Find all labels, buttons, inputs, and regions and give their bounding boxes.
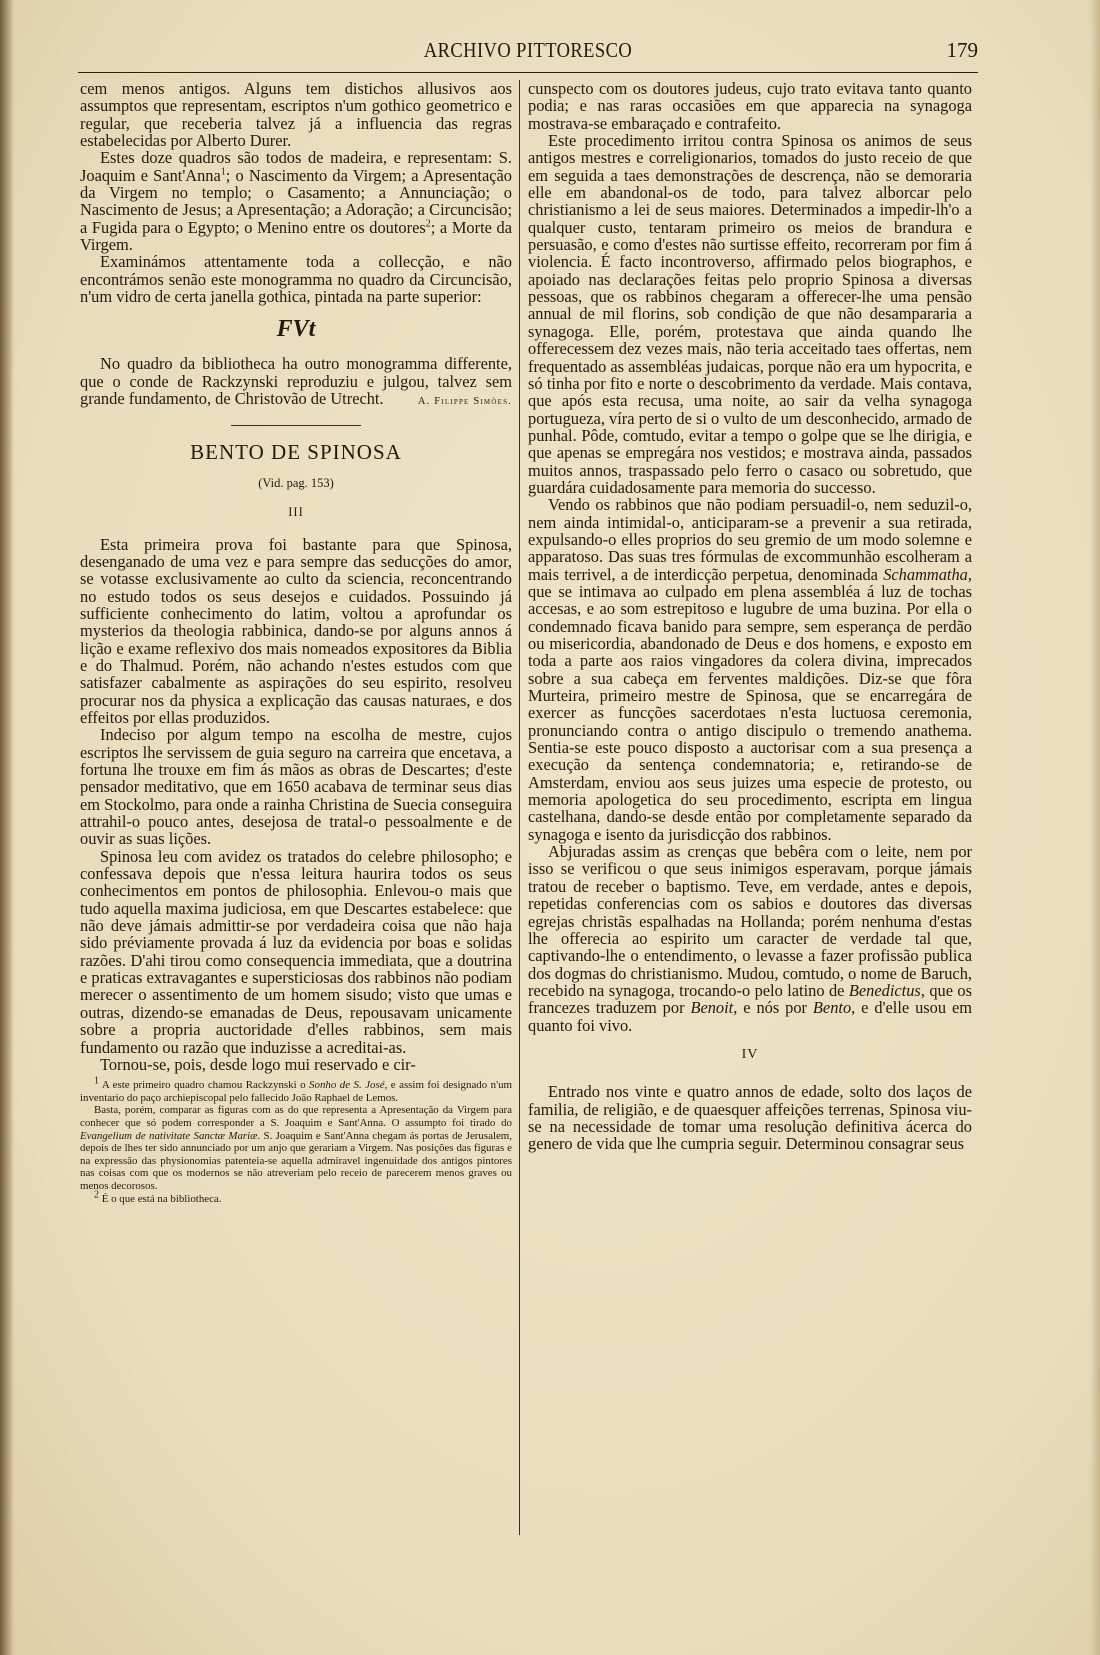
column-divider: [519, 80, 520, 1535]
paragraph: [528, 496, 972, 843]
italic-text: Sonho de S. José: [309, 1079, 385, 1092]
header-rule: [78, 72, 978, 73]
text-run: , que os francezes traduzem por: [528, 980, 972, 1018]
text-run: , e assim foi designado n'um inventario do paço archiepiscopal pelo fallecido João Raphael de Lemos.: [80, 1079, 512, 1104]
text-run: Abjuradas assim as crenças que bebêra com o leite, nem por isso se verificou o que seus inimigos esperavam, porque jámais tratou de receber o baptismo. Teve, em verdade, antes e depois, repetidas conferencias com os sabios e doutores das diversas egrejas christãs espalhadas na Hollanda; porém nenhuma d'estas lhe offerecia ao espirito um caracter de verdade tal que, captivando-lhe o entendimento, o levasse a fazer profissão publica dos dogmas do christianismo. Mudou, comtudo, o nome de Baruch, recebido na synagoga, trocando-o pelo latino de: [528, 842, 972, 1000]
paragraph: [80, 355, 512, 407]
paragraph: Esta primeira prova foi bastante para que Spinosa, desenganado de uma vez e para sempre das seducções do amor, se votasse exclusivamente ao culto da sciencia, reconcentrando no estudo todos os seus desejos e cuidados. Possuindo já sufficiente conhecimento do latim, voltou a aprofundar os mysterios da theologia rabbinica, dando-se por alguns annos á lição e exame reflexivo dos mais nomeados expositores da Biblia e do Thalmud. Porém, não achando n'estes estudos com que satisfazer cabalmente as aspirações do seu espirito, resolveu procurar nos da physica a explicação das causas naturaes, e dos effeitos por ellas produzidos.: [80, 534, 512, 727]
author-signature: A. Filippe Simões.: [417, 396, 512, 408]
monogram-figure: FVt: [276, 316, 316, 343]
left-column: [80, 80, 512, 1205]
text-run: Estes doze quadros são todos de madeira, e representam: S. Joaquim e Sant'Anna: [80, 148, 512, 185]
paragraph: cunspecto com os doutores judeus, cujo trato evitava tanto quanto podia; e nas raras occasiões em que apparecia na synagoga mostrava-se embaraçado e contrafeito.: [528, 79, 972, 133]
text-run: , que se intimava ao culpado em plena assembléa á luz de tochas accesas, e ao som estrepitoso e lugubre de uma buzina. Por ella o condemnado ficava banido para sempre, sem esperança de perdão ou misericordia, abandonado de Deus e dos homens, e exposto em toda a parte aos raios vingadores da colera divina, imprecados sobre a sua cabeça em ferventes maldições. Diz-se que fôra Murteira, primeiro mestre de Spinosa, que se encarregára de exercer as funcções sacerdotaes n'esta luctuosa ceremonia, pronunciando contra o antigo discipulo o tremendo anathema. Sentia-se este pouco disposto a auctorisar com a sua presença a execução da sentença condemnatoria; e, retirando-se de Amsterdam, enviou aos seus juizes uma especie de protesto, ou memoria apologetica do seu procedimento, escripta em lingua castelhana, dando-se desde então por completamente separado da synagoga e isento da jurisdicção dos rabbinos.: [528, 564, 972, 844]
page-edge-shadow: [1090, 0, 1100, 1655]
running-title: ARCHIVO PITTORESCO: [423, 38, 633, 62]
text-run: . S. Joaquim e Sant'Anna chegam ás portas de Jerusalem, depois de lhes ter sido annunciado por um anjo que gerariam a Virgem. Nas posições das figuras e na expressão das physionomias patenteia-se aquella admiravel ingenuidade dos antigos pintores nas coisas com que os modernos se não atreveriam pelo receio de parecerem menos graves ou menos decorosos.: [80, 1129, 512, 1192]
text-run: , e nós por: [733, 998, 807, 1018]
section-divider: [231, 425, 361, 426]
paragraph: [80, 149, 512, 253]
footnotes: [80, 1075, 512, 1205]
italic-text: Evangelium de nativitate Sanctæ Mariæ: [80, 1129, 258, 1142]
text-run: ; a Morte da Virgem.: [80, 217, 512, 255]
page-number: 179: [946, 38, 978, 62]
paragraph: Indeciso por algum tempo na escolha de mestre, cujos escriptos lhe servissem de guia seguro na carreira que encetava, a fortuna lhe trouxe em fim ás mãos as obras de Descartes; d'este pensador meditativo, que em 1650 acabava de terminar seus dias em Stockolmo, para onde a rainha Christina de Suecia conseguira attrahil-o pouco antes, desejosa de tratal-o pessoalmente e de ouvir as suas lições.: [80, 725, 512, 849]
footnote-ref[interactable]: 2: [425, 218, 431, 230]
text-run: Basta, porém, comparar as figuras com as do que representa a Apresentação da Virgem para conhecer que só podem corresponder a S. Joaquim e Sant'Anna. O assumpto foi tirado do: [80, 1104, 512, 1129]
footnote-number: 1: [94, 1075, 99, 1087]
paragraph: Tornou-se, pois, desde logo mui reservado e cir-: [100, 1054, 416, 1074]
italic-text: Schammatha: [883, 564, 968, 584]
text-run: É o que está na bibliotheca.: [101, 1192, 222, 1205]
footnote-number: 2: [94, 1188, 99, 1200]
paragraph: Examinámos attentamente toda a collecção, e não encontrámos senão este monogramma no quadro da Circuncisão, n'um vidro de certa janella gothica, pintada na parte superior:: [80, 252, 512, 307]
text-run: No quadro da bibliotheca ha outro monogramma differente, que o conde de Rackzynski reproduziu e julgou, talvez sem grande fundamento, de Christovão de Utrecht.: [80, 354, 512, 409]
footnote: [80, 1075, 512, 1104]
italic-text: Bento: [812, 998, 852, 1018]
text-run: , e d'elle usou em quanto foi vivo.: [528, 998, 972, 1035]
section-number: III: [288, 505, 304, 520]
right-column: [528, 80, 972, 1153]
article-reference: (Vid. pag. 153): [258, 475, 334, 490]
footnote: [80, 1104, 512, 1192]
page-header: [78, 38, 978, 72]
text-run: ; o Nascimento da Virgem; a Apresentação da Virgem no templo; o Casamento; a Annunciação; o Nascimento de Jesus; a Apresentação; a Adoração; a Circuncisão; a Fugida para o Egypto; o Menino entre os doutores: [80, 165, 512, 237]
paragraph: [528, 843, 972, 1034]
italic-text: Benoit: [690, 998, 734, 1018]
italic-text: Benedictus: [848, 980, 921, 1000]
article-title: BENTO DE SPINOSA: [190, 439, 402, 464]
paragraph: Spinosa leu com avidez os tratados do celebre philosopho; e confessava depois que n'essa leitura haurira todos os seus conhecimentos em pontos de philosophia. Enlevou-o mais que tudo aquella maxima judiciosa, em que Descartes estabelece: que não deve jámais admittir-se por verdadeira coisa que não haja sido préviamente provada á luz da evidencia por boas e solidas razões. D'ahi tirou como consequencia immediata, que a doutrina e praticas extravagantes e supersticiosas dos rabbinos não podiam merecer o assentimento de um homem sisudo; visto que umas e outras, dizendo-se emanadas de Deus, repousavam unicamente sobre a propria auctoridade d'elles rabbinos, sem mais fundamento ou razão que induzisse a acreditai-as.: [80, 846, 512, 1057]
footnote-ref[interactable]: 1: [220, 166, 226, 178]
footnote: [80, 1188, 512, 1206]
text-run: Vendo os rabbinos que não podiam persuadil-o, nem seduzil-o, nem ainda intimidal-o, anticiparam-se a prevenir a sua retirada, expulsando-o elles proprios do seu gremio de um modo solemne e apparatoso. Das suas tres fórmulas de excommunhão escolheram a mais terrivel, a de interdicção perpetua, denominada: [528, 495, 972, 584]
book-spine-shadow: [0, 0, 14, 1655]
paragraph: Este procedimento irritou contra Spinosa os animos de seus antigos mestres e correligionarios, tomados do justo receio de que em seguida a taes demonstrações de descrença, não se demoraria elle em abandonal-os de todo, para talvez alborcar pelo christianismo a lei de seus maiores. Determinados a impedir-lh'o a qualquer custo, tentaram primeiro os meios de brandura e persuasão, e como d'estes não surtisse effeito, recorreram por fim á violencia. É facto incontroverso, affirmado pelos biographos, e apoiado nas declarações feitas pelo proprio Spinosa a diversas pessoas, que os rabbinos chegaram a offerecer-lhe uma pensão annual de mil florins, sob condição de que não desampararia a synagoga. Elle, porém, protestava que ainda quando lhe offerecessem dez vezes mais, não teria acceitado taes offertas, nem frequentado as assembléas judaicas, porque não era um hypocrita, e só tinha por fito e norte o descobrimento da verdade. Mais contava, que após esta recusa, uma noite, ao sair da velha synagoga portugueza, víra perto de si o vulto de um desconhecido, armado de punhal. Pôde, comtudo, evitar a tempo o golpe que se lhe dirigia, e que apenas se empregára nos vestidos; e mostrava ainda, passados muitos annos, traspassado pelo ferro o casaco ou sobretudo, que guardára cuidadosamente para memoria do successo.: [528, 131, 972, 497]
paragraph: cem menos antigos. Alguns tem distichos allusivos aos assumptos que representam, escriptos n'um gothico geometrico e regular, que receberia talvez já a influencia das regras estabelecidas por Alberto Durer.: [80, 79, 512, 151]
text-run: A este primeiro quadro chamou Rackzynski o: [101, 1079, 306, 1092]
section-number: IV: [741, 1046, 759, 1062]
paragraph: Entrado nos vinte e quatro annos de edade, solto dos laços de familia, de religião, e de quaesquer affeições terrenas, Spinosa viu-se na necessidade de tomar uma resolução definitiva ácerca do genero de vida que lhe cumpria seguir. Determinou consagrar seus: [528, 1082, 972, 1154]
